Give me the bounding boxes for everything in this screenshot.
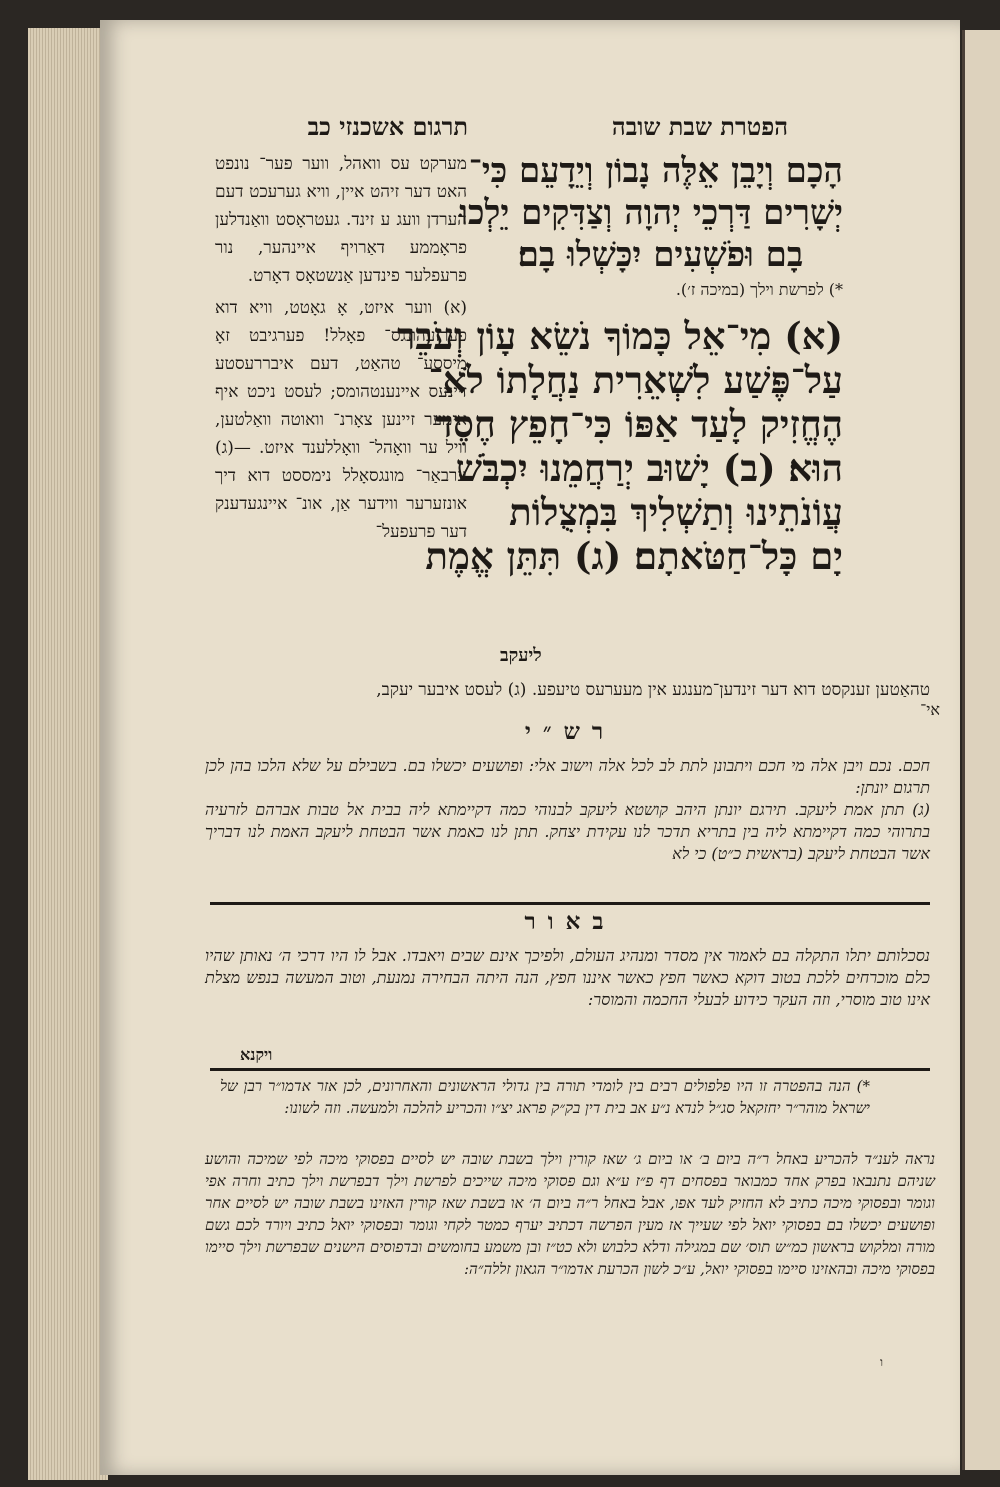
rashi-paragraph: חכם. נכם ויבן אלה מי חכם ויתבונן לתת לב לכל אלה וישוב אלי: ופושעים יכשלו בם. בשבילם על שלא הלכו בהן לכן תרגום יונתן: — [205, 756, 930, 797]
next-page-edge — [962, 30, 1000, 1470]
translation-continuation-end: אי־ — [920, 700, 940, 719]
page-mark: ו — [880, 1355, 884, 1369]
translation-paragraph: מערקט עס וואהל, ווער פער־ נונפט האט דער זיהט איין, וויא גערעכט דעם הערדן וועג ע זינד. געטראָסט וואַנדלען פראָממע דאַרויף איינהער, נור פרעפלער פינדען אַנשטאָס דאָרט. — [215, 154, 467, 286]
verse-footnote-star: *) לפרשת וילך (במיכה ז׳). — [675, 280, 843, 299]
biur-commentary — [205, 945, 930, 1011]
long-note — [205, 1148, 935, 1280]
translation-continuation: טהאַטען זענקסט דוא דער זינדען־מענגע אין מעערעס טיעפע. (ג) לעסט איבער יעקב, — [376, 680, 930, 700]
verse-line: הָכָם וְיָבֵן אֵלֶּה נָבוֹן וְיֵדָעֵם כִּי־ — [468, 151, 843, 191]
verse-line: הֶחֱזִיק לָעַד אַפּוֹ כִּי־חָפֵץ חֶסֶד — [435, 402, 843, 446]
long-note-text: נראה לענ״ד להכריע באחל ר״ה ביום ב׳ או ביום ג׳ שאז קורין וילך בשבת שובה יש לסיים בפסוקי מיכה לפי שמיכה והושע שניהם נתנבאו בפרק אחד כמבואר בפסחים דף פ״ז ע״א וגם פסוקי מיכה שייכים לפרשת וילך דבפרשת וילך כתיב וחרה אפי וגומר ובפסוקי מיכה כתיב לא החזיק לעד אפו, אבל באחל ר״ה ביום ה׳ או בשבת שאז קורין האזינו בשבת שובה יש לסיים אחר ופושעים יכשלו בם בפסוקי יואל לפי שעייך אז מעין הפרשה דכתיב יערף כמטר לקחי וגומר ובפסוקי יואל כתיב ויורד לכם גשם מורה ומלקוש בראשון כמ״ש תוס׳ שם במגילה ודלא כלבוש ולא כט״ז ובן משמע בחומשים ובדפוסים הישנים שבפרשת וילך סיימו בפסוקי מיכה ובהאזינו סיימו בפסוקי יואל, ע״כ לשון הכרעת אדמו״ר הגאון זללה״ה: — [205, 1150, 935, 1278]
translation-paragraph: (א) ווער איזט, אָ גאָטט, וויא דוא פערזעהונגס־ פאָלל! פערגיבט זאָ מיססע־ טהאַט, דעם איבררעסטע זיינעס איינענטהומס; לעסט ניכט איף אימער זיינען צאָרנ־ וואוטה וואַלטען, וויל ער וואָהל־ וואָללענד איזט. —(ג) ערבאַר־ מונגסאָלל נימססט דוא דיך אונזערער ווידער אַן, אונ־ איינגעדענק דער פרעפעל־ — [215, 298, 467, 542]
verse-line: (א) מִי־אֵל כָּמוֹךָ נֹשֵׂא עָוֹן וְעֹבֵר — [397, 314, 843, 358]
verse-column — [397, 150, 843, 578]
page-catchword: ויקנא — [240, 1045, 273, 1064]
biur-title: באור — [524, 908, 616, 935]
verse-line: יְשָׁרִים דַּרְכֵי יְהוָה וְצַדִּקִים יֵלְכוּ — [459, 193, 843, 233]
star-note-text: *) הנה בהפטרה זו היו פלפולים רבים בין לומדי תורה בין גדולי הראשונים והאחרונים, לכן אזר אדמו״ר רבן של ישראל מוהר״ר יחזקאל סג״ל לנדא נ״ע אב בית דין בק״ק פראג יצ״ו והכריע להלכה ולמעשה. וזה לשונו: — [220, 1077, 870, 1117]
page-stack-edge — [28, 28, 108, 1480]
rashi-paragraph: (ג) תתן אמת ליעקב. תירגם יונתן היהב קושטא ליעקב לבנוהי כמה דקיימתא ליה בבית אל טבות אברהם לזרעיה בתרוהי כמה דקיימתא ליה בין בתריא תדכר לנו עקידת יצחק. תתן לנו כאמת אשר הבטחת ליעקב האמת לנו דבריך אשר הבטחת ליעקב (בראשית כ״ט) כי לא — [205, 800, 931, 863]
verse-line: הוּא׃ (ב) יָשׁוּב יְרַחֲמֵנוּ יִכְבֹּשׁ — [455, 446, 843, 490]
header-right-title: הפטרת שבת שובה — [611, 112, 789, 141]
verse-line: בָם וּפֹשְׁעִים יִכָּשְׁלוּ בָם׃ — [517, 235, 804, 275]
star-note — [220, 1075, 870, 1119]
notes-divider — [210, 1068, 930, 1071]
verse-catchword: ליעקב — [500, 645, 542, 666]
biur-paragraph: נסכלותם יתלו התקלה בם לאמור אין מסדר ומנהיג העולם, ולפיכך אינם שבים ויאבדו. אבל לו היו דרכי ה׳ נאותן שהיו כלם מוכרחים ללכת בטוב דוקא כאשר חפץ כאשר איננו חפץ, הנה היתה הבחירה נמנעת, וטוב המעשה בנפש מצלת אינו טוב מוסרי, וזה העקר כידוע לבעלי החכמה והמוסר: — [205, 946, 930, 1009]
verse-line: יָם כָּל־חַטֹּאתָם׃ (ג) תִּתֵּן אֱמֶת — [425, 534, 843, 578]
rashi-commentary — [205, 755, 930, 865]
section-divider — [210, 902, 930, 905]
rashi-title: רש״י — [524, 718, 616, 745]
verse-line: עַל־פֶּשַׁע לִשְׁאֵרִית נַחֲלָתוֹ לֹא־ — [428, 358, 843, 402]
header-left-title: תרגום אשכנזי כב — [307, 112, 468, 141]
verse-line: עֲוֹנֹתֵינוּ וְתַשְׁלִיךְ בִּמְצֻלוֹת — [509, 490, 843, 534]
